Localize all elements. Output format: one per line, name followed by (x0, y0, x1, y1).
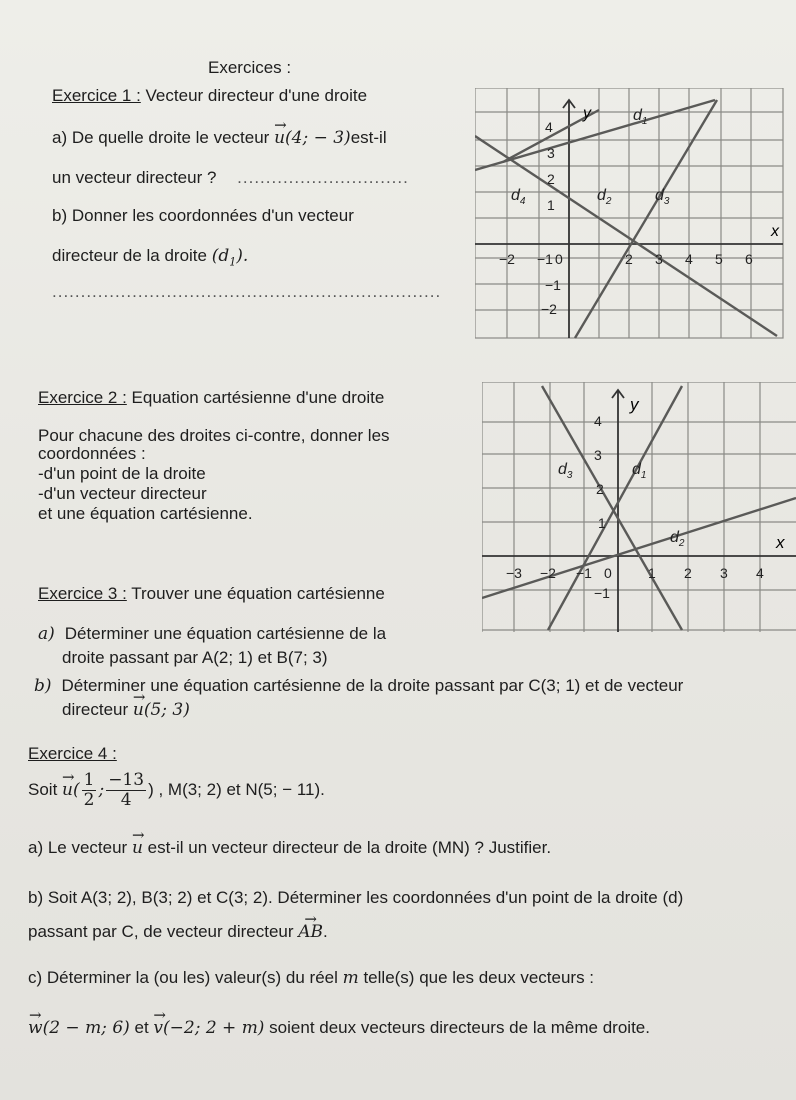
ex4-qc-rest: telle(s) que les deux vecteurs : (358, 968, 595, 987)
page-title: Exercices : (208, 58, 292, 77)
graph1-ytick-label: −1 (545, 277, 561, 293)
ex4-frac1-num: 1 (83, 770, 95, 791)
ex3-qb-vector: → u (133, 700, 144, 720)
ex3-question-b-line2 (62, 700, 190, 720)
ex1-qb-d: (d (211, 246, 230, 266)
ex3-qa-label: a) (38, 624, 55, 644)
ex4-qc-m: m (342, 968, 359, 988)
graph1-xtick-label: 5 (715, 251, 723, 267)
ex4-qa-rest: est-il un vecteur directeur de la droite (MN) ? Justifier. (142, 838, 552, 857)
graph1-xtick-label: 3 (655, 251, 663, 267)
graph2-line-label-d1: $d_1$ (632, 461, 647, 481)
ex4-qa-vector: → u (132, 838, 143, 858)
ex4-qa-pre: a) Le vecteur (28, 838, 132, 857)
ex4-question-b-line2 (28, 922, 328, 942)
ex3-qa-line1: Déterminer une équation cartésienne de la (64, 624, 387, 643)
graph2-y-axis-label: y (630, 395, 639, 414)
graph2-xtick-label: −3 (506, 565, 522, 581)
ex1-qa-text: a) De quelle droite le vecteur (52, 128, 275, 147)
graph1-y-axis-label: y (583, 105, 591, 122)
ex3-qb-coords: (5; 3) (143, 700, 190, 720)
graph2-ytick-label: 4 (594, 413, 602, 429)
graph2-xtick-label: 4 (756, 565, 764, 581)
ex3-qb-label: b) (34, 676, 52, 696)
ex2-line2: coordonnées : (38, 444, 146, 463)
graph1 (475, 88, 785, 340)
ex1-answer-blank-b[interactable]: .................................................................... (52, 282, 442, 301)
graph2-xtick-label: 2 (684, 565, 692, 581)
ex4-question-b: b) Soit A(3; 2), B(3; 2) et C(3; 2). Déterminer les coordonnées d'un point de la droite (d) (28, 888, 684, 907)
ex1-qa-vector: → u (274, 128, 285, 148)
graph2-lines (482, 386, 796, 630)
graph1-ytick-label: 4 (545, 119, 553, 135)
ex4-qc-w-vector: → w (28, 1018, 43, 1038)
graph1-line-label-d2: $d_2$ (597, 187, 612, 207)
ex2-heading (38, 388, 384, 408)
ex3-qb-line2-pre: directeur (62, 700, 133, 719)
graph2-line-label-d2: $d_2$ (670, 529, 685, 549)
ex1-question-a (52, 128, 387, 148)
ex4-given (28, 768, 325, 812)
graph1-xtick-label: 0 (555, 251, 563, 267)
ex4-frac2-den: 4 (120, 790, 132, 811)
ex4-heading: Exercice 4 : (28, 744, 117, 763)
graph2-x-axis-label: x (776, 533, 785, 552)
graph2 (482, 382, 796, 632)
ex4-qb-line2-pre: passant par C, de vecteur directeur (28, 922, 299, 941)
ex4-u-vector: → u (62, 768, 73, 812)
ex4-qb-end: . (323, 922, 328, 941)
graph2-xtick-label: −1 (576, 565, 592, 581)
ex4-qc-pre: c) Déterminer la (ou les) valeur(s) du réel (28, 968, 343, 987)
ex4-question-a (28, 838, 551, 858)
graph2-xtick-label: 0 (604, 565, 612, 581)
ex4-sep: ; (98, 780, 105, 800)
graph1-xtick-label: −2 (499, 251, 515, 267)
graph1-xtick-label: 4 (685, 251, 693, 267)
ex1-qa-line2: un vecteur directeur ? (52, 168, 217, 187)
graph2-xtick-label: 3 (720, 565, 728, 581)
ex1-question-b: b) Donner les coordonnées d'un vecteur (52, 206, 354, 225)
ex1-answer-blank-a[interactable]: .............................. (237, 168, 409, 187)
ex4-question-c-line2 (28, 1018, 650, 1038)
ex4-qc-v-coords: (−2; 2 + m) (163, 1018, 265, 1038)
ex4-u-rest: ) , M(3; 2) et N(5; − 11). (148, 780, 325, 799)
graph1-line-label-d1: $d_1$ (633, 107, 648, 127)
ex1-qb-end: ). (236, 246, 249, 266)
ex3-qb-line1: Déterminer une équation cartésienne de la droite passant par C(3; 1) et de vecteur (61, 676, 684, 695)
ex4-frac2-num: −13 (108, 770, 145, 791)
ex1-heading (52, 86, 367, 106)
graph2-xtick-label: −2 (540, 565, 556, 581)
graph2-axes (482, 390, 796, 632)
graph1-lines (475, 100, 777, 338)
graph2-ytick-label: 1 (598, 515, 606, 531)
ex4-qb-vector: → AB (298, 922, 323, 942)
graph1-ytick-label: 2 (547, 171, 555, 187)
ex2-line1: Pour chacune des droites ci-contre, donner les (38, 426, 390, 445)
graph1-x-axis-label: x (771, 223, 779, 240)
ex1-question-b-line2 (52, 246, 248, 272)
ex3-heading-title: Trouver une équation cartésienne (126, 584, 385, 603)
ex1-question-a-line2 (52, 168, 409, 188)
graph1-ytick-label: −2 (541, 301, 557, 317)
graph1-xtick-label: 2 (625, 251, 633, 267)
ex4-frac1-den: 2 (83, 790, 95, 811)
ex4-qc-v-vector: → v (153, 1018, 163, 1038)
graph1-xtick-label: 6 (745, 251, 753, 267)
ex4-soit: Soit (28, 780, 63, 799)
ex3-heading (38, 584, 385, 604)
ex4-qc-et: et (129, 1018, 154, 1037)
graph1-ytick-label: 3 (547, 145, 555, 161)
ex1-qa-tail: est-il (350, 128, 387, 147)
ex3-heading-label: Exercice 3 : (38, 584, 127, 603)
graph2-line-label-d3: $d_3$ (558, 461, 573, 481)
ex4-qc-tail: soient deux vecteurs directeurs de la même droite. (264, 1018, 650, 1037)
graph2-ytick-label: −1 (594, 585, 610, 601)
graph1-line-label-d3: $d_3$ (655, 187, 670, 207)
ex3-question-a-line2: droite passant par A(2; 1) et B(7; 3) (62, 648, 328, 667)
ex4-fraction-2 (106, 771, 146, 810)
ex2-line4: -d'un vecteur directeur (38, 484, 207, 503)
graph2-xtick-label: 1 (648, 565, 656, 581)
ex2-line5: et une équation cartésienne. (38, 504, 253, 523)
ex2-line3: -d'un point de la droite (38, 464, 206, 483)
graph2-grid (482, 382, 796, 632)
graph2-ytick-label: 3 (594, 447, 602, 463)
graph1-ytick-label: 1 (547, 197, 555, 213)
graph2-ytick-label: 2 (596, 481, 604, 497)
ex4-qc-w-coords: (2 − m; 6) (42, 1018, 130, 1038)
ex4-u-open: ( (72, 780, 80, 800)
ex2-heading-title: Equation cartésienne d'une droite (126, 388, 385, 407)
ex1-qa-coords: (4; − 3) (285, 128, 351, 148)
ex4-fraction-1 (82, 771, 97, 810)
ex2-heading-label: Exercice 2 : (38, 388, 127, 407)
graph1-xtick-label: −1 (537, 251, 553, 267)
ex3-question-b (34, 676, 683, 696)
ex1-heading-label: Exercice 1 : (52, 86, 141, 105)
ex3-question-a (38, 624, 386, 644)
ex1-heading-title: Vecteur directeur d'une droite (140, 86, 368, 105)
ex4-question-c (28, 968, 594, 988)
graph1-line-label-d4: $d_4$ (511, 187, 526, 207)
ex1-qb-line2: directeur de la droite (52, 246, 212, 265)
ex1-qb-sub: 1 (229, 255, 237, 269)
